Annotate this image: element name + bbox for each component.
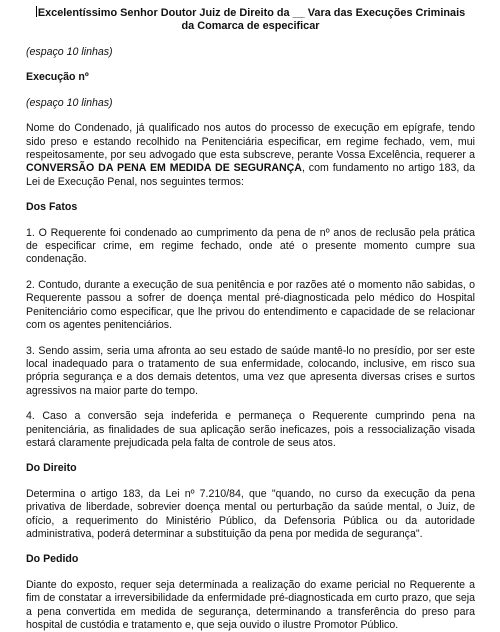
section-heading-request: Do Pedido bbox=[26, 553, 79, 566]
intro-text-before: Nome do Condenado, já qualificado nos autos do processo de execução em epígrafe, tendo sido preso e estando recolhido na Penitenciária especificar, em regime fechado, vem, mui respeitosamente, por seu advogado que esta subscreve, perante Vossa Excelência, requerer a bbox=[26, 122, 475, 162]
title-line-2: da Comarca de especificar bbox=[181, 20, 320, 32]
section-heading-law: Do Direito bbox=[26, 462, 77, 475]
title-line-1-text: Excelentíssimo Senhor Doutor Juiz de Direito da __ Vara das Execuções Criminais bbox=[37, 7, 466, 19]
text-cursor bbox=[36, 6, 37, 17]
fact-paragraph-1: 1. O Requerente foi condenado ao cumprimento da pena de nº anos de reclusão pela prática de especificar crime, em regime fechado, onde até o presente momento cumpre sua condenação. bbox=[26, 226, 475, 266]
spacing-note-2: (espaço 10 linhas) bbox=[26, 96, 113, 109]
spacing-note-1: (espaço 10 linhas) bbox=[26, 46, 113, 58]
request-paragraph: Diante do exposto, requer seja determinada a realização do exame pericial no Requerente a fim de constatar a irreversibilidade da enfermidade pré-diagnosticada em curto prazo, que seja a pena convertida em medida de segurança, determinando a transferência do preso para hospital de custódia e tratamento e, que seja ouvido o ilustre Promotor Público. bbox=[26, 578, 475, 631]
document-title bbox=[26, 6, 475, 33]
intro-paragraph bbox=[26, 122, 475, 189]
fact-paragraph-2: 2. Contudo, durante a execução de sua penitência e por razões até o momento não sabidas, o Requerente passou a sofrer de doença mental pré-diagnosticada pelo médico do Hospital Penitenciário como especificar, que lhe privou do entendimento e capacidade de se relacionar com os agentes penitenciários. bbox=[26, 278, 475, 332]
execution-number-label: Execução nº bbox=[26, 71, 89, 84]
intro-bold-request: CONVERSÃO DA PENA EM MEDIDA DE SEGURANÇA bbox=[26, 162, 302, 175]
intro-text-after: , com fundamento no artigo 183, da Lei de Execução Penal, nos seguintes termos: bbox=[26, 162, 475, 188]
fact-paragraph-3: 3. Sendo assim, seria uma afronta ao seu estado de saúde mantê-lo no presídio, por ser este local inadequado para o tratamento de sua enfermidade, colocando, inclusive, em risco sua própria segurança e a dos demais detentos, uma vez que apresenta diversas crises e surtos agressivos na maior parte do tempo. bbox=[26, 344, 475, 397]
title-line-1 bbox=[26, 6, 475, 20]
section-heading-facts: Dos Fatos bbox=[26, 201, 78, 214]
fact-paragraph-4: 4. Caso a conversão seja indeferida e permaneça o Requerente cumprindo pena na penitenciária, as finalidades de sua aplicação serão ineficazes, pois a ressocialização visada estará claramente prejudicada pela falta de controle de seus atos. bbox=[26, 410, 475, 449]
law-paragraph: Determina o artigo 183, da Lei nº 7.210/84, que "quando, no curso da execução da pena privativa de liberdade, sobrevier doença mental ou perturbação da saúde mental, o Juiz, de ofício, a requerimento do Ministério Público, da Defensoria Pública ou da autoridade administrativa, poderá determinar a substituição da pena por medida de segurança". bbox=[26, 487, 475, 540]
